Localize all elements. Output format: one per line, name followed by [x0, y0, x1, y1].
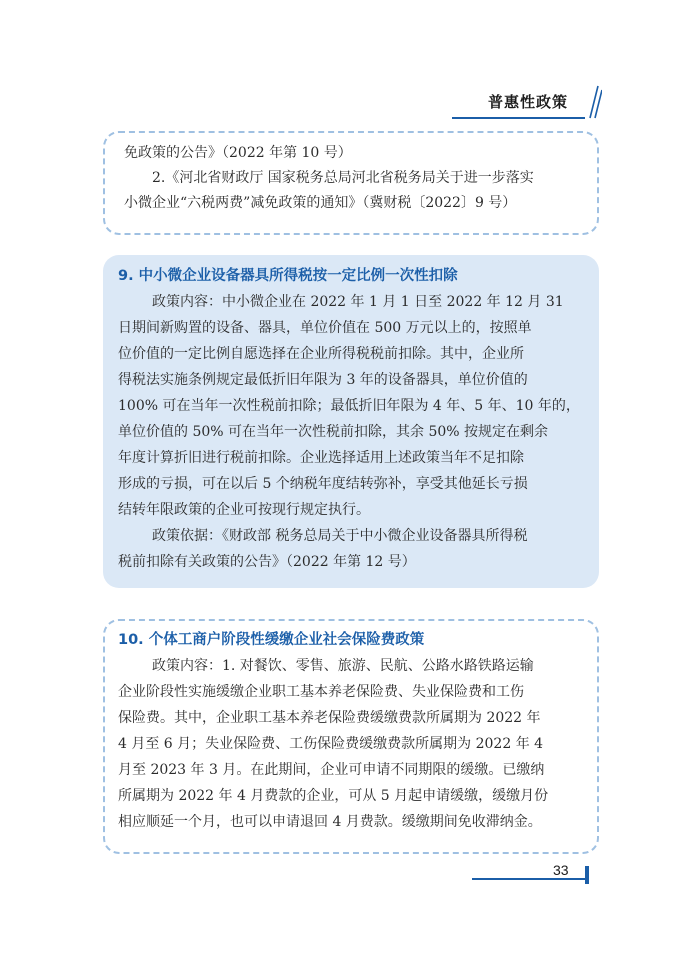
text-line: 2.《河北省财政厅 国家税务总局河北省税务局关于进一步落实 [152, 170, 534, 186]
text-line: 政策内容：1. 对餐饮、零售、旅游、民航、公路水路铁路运输 [152, 658, 534, 674]
text-line: 日期间新购置的设备、器具，单位价值在 500 万元以上的，按照单 [118, 320, 532, 336]
text-line: 保险费。其中，企业职工基本养老保险费缓缴费款所属期为 2022 年 [118, 710, 541, 726]
text-line: 年度计算折旧进行税前扣除。企业选择适用上述政策当年不足扣除 [118, 450, 524, 466]
text-line: 形成的亏损，可在以后 5 个纳税年度结转弥补，享受其他延长亏损 [118, 476, 528, 492]
text-line: 免政策的公告》（2022 年第 10 号） [124, 145, 352, 161]
text-line: 得税法实施条例规定最低折旧年限为 3 年的设备器具，单位价值的 [118, 372, 528, 388]
text-line: 相应顺延一个月，也可以申请退回 4 月费款。缓缴期间免收滞纳金。 [118, 814, 542, 830]
section-10-title: 10. 个体工商户阶段性缓缴企业社会保险费政策 [118, 632, 425, 648]
text-line: 4 月至 6 月；失业保险费、工伤保险费缓缴费款所属期为 2022 年 4 [118, 736, 544, 752]
text-line: 政策内容：中小微企业在 2022 年 1 月 1 日至 2022 年 12 月 31 [152, 294, 564, 310]
text-line: 结转年限政策的企业可按现行规定执行。 [118, 502, 370, 518]
page-number: 33 [553, 862, 569, 878]
text-line: 100% 可在当年一次性税前扣除；最低折旧年限为 4 年、5 年、10 年的， [118, 398, 580, 414]
text-line: 位价值的一定比例自愿选择在企业所得税税前扣除。其中，企业所 [118, 346, 524, 362]
footer-rule [472, 878, 587, 880]
text-line: 所属期为 2022 年 4 月费款的企业，可从 5 月起申请缓缴，缓缴月份 [118, 788, 549, 804]
text-line: 单位价值的 50% 可在当年一次性税前扣除，其余 50% 按规定在剩余 [118, 424, 549, 440]
text-line: 月至 2023 年 3 月。在此期间，企业可申请不同期限的缓缴。已缴纳 [118, 762, 545, 778]
section-9-title: 9. 中小微企业设备器具所得税按一定比例一次性扣除 [118, 268, 458, 284]
footer-bar [585, 866, 589, 884]
text-line: 政策依据：《财政部 税务总局关于中小微企业设备器具所得税 [152, 528, 528, 544]
header-slash-decoration [580, 84, 602, 120]
text-line: 企业阶段性实施缓缴企业职工基本养老保险费、失业保险费和工伤 [118, 684, 524, 700]
header-rule [452, 117, 585, 119]
page-header-title: 普惠性政策 [488, 93, 569, 111]
text-line: 税前扣除有关政策的公告》（2022 年第 12 号） [118, 554, 416, 570]
text-line: 小微企业“六税两费”减免政策的通知》（冀财税〔2022〕9 号） [124, 195, 517, 211]
